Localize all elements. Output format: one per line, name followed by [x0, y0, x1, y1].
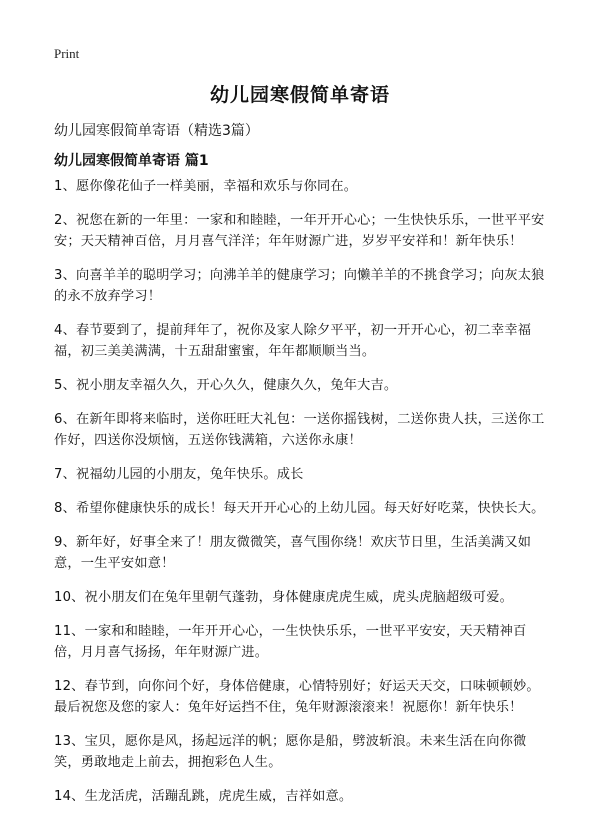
list-item: 9、新年好，好事全来了！朋友微微笑，喜气围你绕！欢庆节日里，生活美满又如意，一生平安如意！ — [54, 535, 532, 571]
list-item: 10、祝小朋友们在兔年里朝气蓬勃，身体健康虎虎生威，虎头虎脑超级可爱。 — [54, 590, 513, 605]
list-item: 7、祝福幼儿园的小朋友，兔年快乐。成长 — [54, 467, 304, 482]
list-item: 6、在新年即将来临时，送你旺旺大礼包：一送你摇钱树，二送你贵人扶，三送你工作好，四送你没烦恼，五送你钱满箱，六送你永康！ — [54, 412, 545, 448]
list-item: 13、宝贝，愿你是风，扬起远洋的帆；愿你是船，劈波斩浪。未来生活在向你微笑，勇敢地走上前去，拥抱彩色人生。 — [54, 734, 527, 770]
page-title: 幼儿园寒假简单寄语 — [209, 84, 390, 106]
list-item: 8、希望你健康快乐的成长！每天开开心心的上幼儿园。每天好好吃菜，快快长大。 — [54, 501, 545, 516]
document-subtitle: 幼儿园寒假简单寄语（精选3篇） — [54, 123, 259, 139]
list-item: 1、愿你像花仙子一样美丽，幸福和欢乐与你同在。 — [54, 179, 358, 194]
list-item: 14、生龙活虎，活蹦乱跳，虎虎生威，吉祥如意。 — [54, 789, 353, 804]
list-item: 4、春节要到了，提前拜年了，祝你及家人除夕平平，初一开开心心，初二幸幸福福，初三美美满满，十五甜甜蜜蜜，年年都顺顺当当。 — [54, 323, 532, 359]
list-item: 3、向喜羊羊的聪明学习；向沸羊羊的健康学习；向懒羊羊的不挑食学习；向灰太狼的永不放弃学习！ — [54, 268, 545, 304]
list-item: 11、一家和和睦睦，一年开开心心，一生快快乐乐，一世平平安安，天天精神百倍，月月喜气扬扬，年年财源广进。 — [54, 624, 527, 660]
list-item: 2、祝您在新的一年里：一家和和睦睦，一年开开心心；一生快快乐乐，一世平平安安；天天精神百倍，月月喜气洋洋；年年财源广进，岁岁平安祥和！新年快乐！ — [54, 213, 545, 249]
list-item: 12、春节到，向你问个好，身体倍健康，心情特别好；好运天天交，口味顿顿妙。最后祝您及您的家人：兔年好运挡不住，兔年财源滚滚来！祝愿你！新年快乐！ — [54, 679, 540, 715]
section-heading: 幼儿园寒假简单寄语 篇1 — [54, 153, 209, 169]
print-link[interactable]: Print — [54, 46, 80, 61]
list-item: 5、祝小朋友幸福久久，开心久久，健康久久，兔年大吉。 — [54, 378, 398, 393]
greetings-list — [54, 176, 550, 820]
